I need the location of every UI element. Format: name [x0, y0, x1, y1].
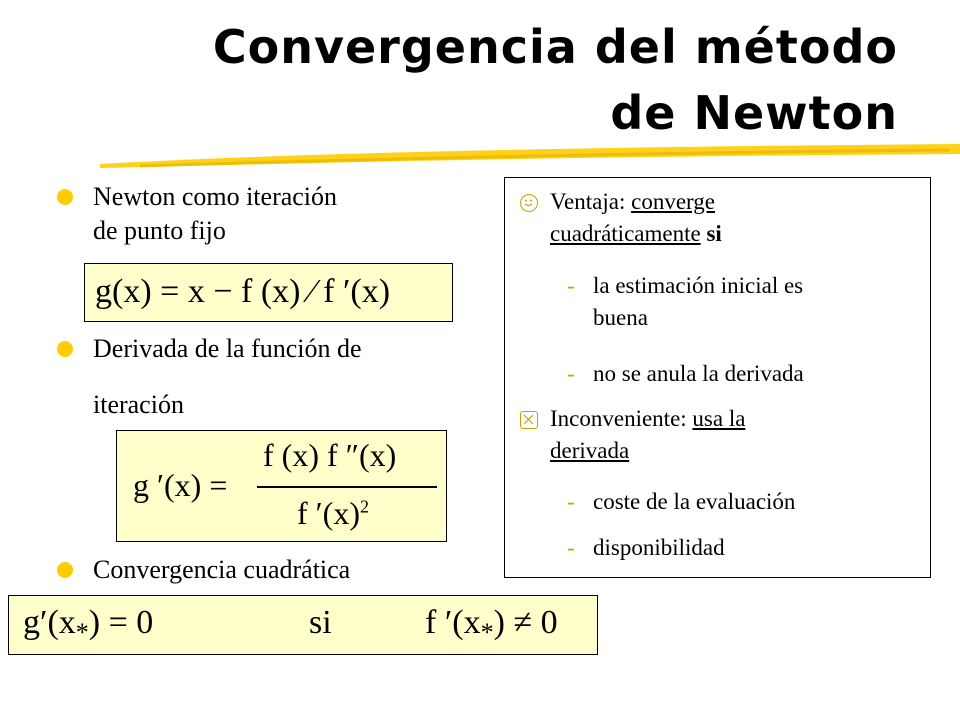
sub-item-line: la estimación inicial es: [593, 273, 804, 298]
pros-cons-panel: [504, 177, 931, 578]
disadvantage-line1: [550, 403, 910, 435]
formula-lhs: [23, 604, 153, 648]
formula-convergence-condition: [8, 595, 598, 655]
formula-part: ) ≠ 0: [493, 604, 558, 641]
dash-marker: -: [567, 535, 575, 560]
formula-numerator: f (x) f ″(x): [263, 437, 397, 473]
formula-iteration-function: [84, 263, 453, 322]
bullet-quadratic: [93, 553, 493, 587]
formula-text: g(x) = x − f (x) ⁄ f ′(x): [95, 273, 391, 310]
sub-item: [567, 270, 913, 334]
title-underline-brush: [100, 138, 960, 172]
bullet-text-line: Convergencia cuadrática: [93, 555, 351, 584]
sub-item-line: no se anula la derivada: [593, 361, 804, 386]
sub-item-line: disponibilidad: [593, 535, 725, 560]
dash-marker: -: [567, 489, 575, 514]
disadvantage-underlined: usa la: [692, 406, 746, 431]
formula-si: si: [309, 604, 332, 641]
advantage-si: si: [706, 221, 722, 246]
frown-icon: [520, 411, 538, 429]
page-title: Convergencia del método de Newton: [212, 20, 898, 140]
advantage-label: Ventaja:: [550, 189, 626, 214]
formula-condition: [425, 604, 558, 648]
disadvantage-line2: [550, 435, 910, 467]
formula-denominator-text: f ′(x): [297, 495, 360, 531]
sub-item-line: buena: [593, 305, 648, 330]
disadvantage-label: Inconveniente:: [550, 406, 687, 431]
dash-marker: -: [567, 273, 575, 298]
advantage-item: [550, 186, 910, 250]
bullet-dot-icon: [57, 341, 73, 357]
bullet-text-line: Derivada de la función de: [93, 334, 362, 363]
advantage-line1: [550, 186, 910, 218]
bullet-dot-icon: [57, 562, 73, 578]
sub-item: [567, 358, 913, 390]
advantage-underlined: converge: [631, 189, 715, 214]
formula-part: g′(x: [23, 604, 76, 641]
formula-subscript: *: [480, 617, 494, 647]
bullet-newton-fixed-point: [93, 180, 453, 248]
advantage-line2: [550, 218, 910, 250]
fraction-bar: [257, 486, 437, 488]
formula-denominator: [297, 495, 369, 532]
sub-item-line: coste de la evaluación: [593, 489, 796, 514]
bullet-derivative: [93, 332, 473, 422]
formula-part: f ′(x: [425, 604, 481, 641]
dash-marker: -: [567, 361, 575, 386]
bullet-text-line: iteración: [93, 390, 184, 419]
bullet-text-line: de punto fijo: [93, 216, 226, 245]
bullet-dot-icon: [57, 189, 73, 205]
smiley-icon: [520, 194, 538, 212]
formula-derivative: [116, 430, 447, 542]
formula-part: ) = 0: [88, 604, 154, 641]
formula-lhs: g ′(x) =: [133, 467, 228, 503]
sub-item: [567, 486, 913, 518]
advantage-underlined: cuadráticamente: [550, 221, 701, 246]
disadvantage-underlined: derivada: [550, 438, 630, 463]
bullet-text-line: Newton como iteración: [93, 182, 338, 211]
disadvantage-item: [550, 403, 910, 467]
formula-exponent: 2: [359, 496, 369, 517]
sub-item: [567, 532, 913, 564]
formula-subscript: *: [75, 617, 89, 647]
